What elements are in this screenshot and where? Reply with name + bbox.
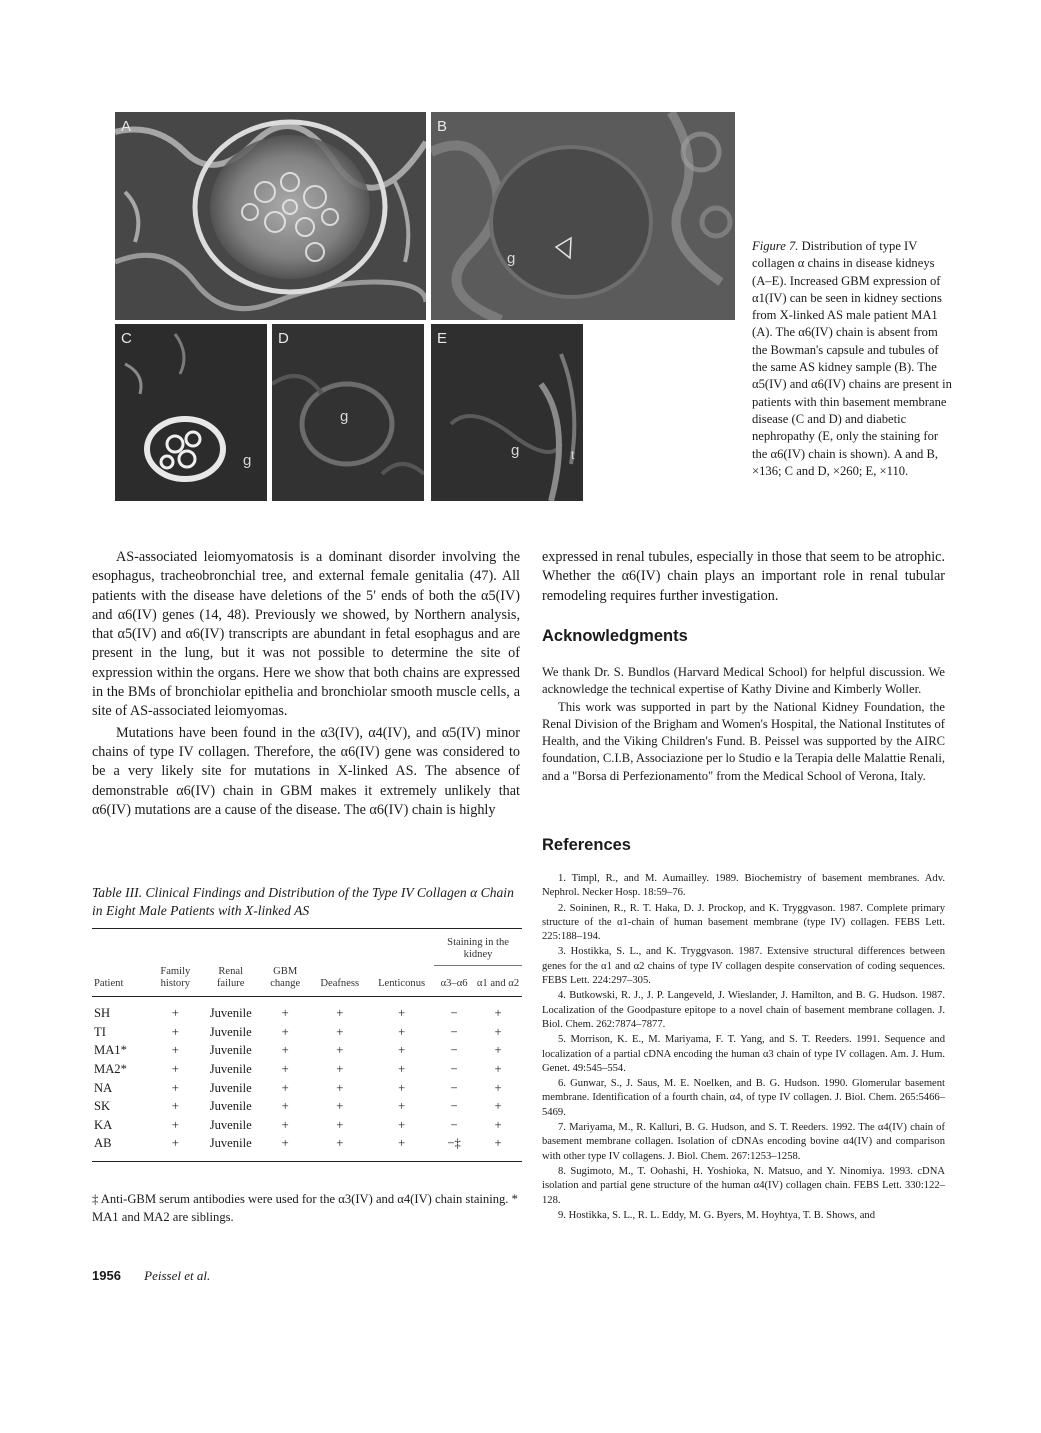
table-cell: +: [281, 1024, 289, 1039]
panel-a-micrograph: [115, 112, 426, 320]
table-cell: +: [281, 1062, 289, 1077]
table-cell: SH: [94, 1006, 111, 1021]
table-cell: +: [336, 1080, 344, 1095]
table-cell: +: [494, 1099, 502, 1114]
table-cell: AB: [94, 1136, 112, 1151]
reference-item: 5. Morrison, K. E., M. Mariyama, F. T. Yang, and S. T. Reeders. 1991. Sequence and localization of a partial cDNA encoding the human α3 chain of type IV collagen. Am. J. Hum. Genet. 49:545–554.: [542, 1034, 945, 1074]
page-number: 1956: [92, 1268, 121, 1283]
table-cell: +: [336, 1062, 344, 1077]
table-cell: +: [398, 1117, 406, 1132]
panel-label-b: B: [437, 118, 448, 135]
table-cell: +: [336, 1117, 344, 1132]
table-cell: +: [494, 1024, 502, 1039]
reference-item: 8. Sugimoto, M., T. Oohashi, H. Yoshioka, N. Matsuo, and Y. Ninomiya. 1993. cDNA isolation and partial gene structure of the human α4(IV) collagen chain. FEBS Lett. 330:122–128.: [542, 1165, 945, 1206]
table-cell: Juvenile: [209, 1043, 252, 1058]
body-paragraph-1: AS-associated leiomyomatosis is a dominant disorder involving the esophagus, tracheobronchial tree, and external female genitalia (47). All patients with the disease have deletions of the 5′ ends of both the α5(IV) and α6(IV) genes (14, 48). Previously we showed, by Northern analysis, that α5(IV) and α6(IV) transcripts are abundant in fetal esophagus and are present in the lung, but it was not possible to determine the site of expression within the organs. Here we show that both chains are expressed in the BMs of bronchiolar epithelia and bronchiolar smooth muscle cells, a site of AS-associated leiomyomas.: [92, 549, 520, 720]
references-heading: References: [542, 836, 631, 854]
glomerulus-marker-d: g: [340, 408, 349, 425]
table-cell: Juvenile: [209, 1080, 252, 1095]
table-cell: SK: [94, 1099, 111, 1114]
reference-item: 7. Mariyama, M., R. Kalluri, B. G. Hudson, and S. T. Reeders. 1992. The α4(IV) chain of basement membrane collagen. Isolation of cDNAs encoding bovine α4(IV) and comparison with other type IV collagens. J. Biol. Chem. 267:1253–1258.: [542, 1122, 945, 1162]
acknowledgments-paragraph-2: This work was supported in part by the National Kidney Foundation, the Renal Division of the Brigham and Women's Hospital, the National Institutes of Health, and the Viking Children's Fund. B. Peissel was supported by the AIRC foundation, C.I.B, Associazione per lo Studio e la Terapia delle Malattie Renali, and a "Borsa di Perfezionamento" from the Medical School of Verona, Italy.: [542, 699, 945, 783]
table-row: [92, 1060, 522, 1079]
table-cell: MA2*: [94, 1062, 127, 1077]
table-cell: +: [281, 1136, 289, 1151]
table-row: [92, 1079, 522, 1098]
panel-b-micrograph: [431, 112, 735, 320]
table-cell: +: [494, 1080, 502, 1095]
panel-label-c: C: [121, 330, 132, 347]
acknowledgments-paragraph-1: We thank Dr. S. Bundlos (Harvard Medical School) for helpful discussion. We acknowledge the technical expertise of Kathy Divine and Kimberly Woller.: [542, 665, 945, 697]
table-cell: +: [336, 1136, 344, 1151]
table-cell: +: [171, 1136, 179, 1151]
table-cell: +: [281, 1006, 289, 1021]
reference-item: 2. Soininen, R., R. T. Haka, D. J. Prockop, and K. Tryggvason. 1987. Complete primary structure of the α1-chain of human basement membrane (type IV) collagen. FEBS Lett. 225:188–194.: [542, 902, 945, 943]
body-paragraph-2: Mutations have been found in the α3(IV), α4(IV), and α5(IV) minor chains of type IV collagen. Therefore, the α6(IV) gene was considered to be a very likely site for mutations in X-linked AS. The absence of demonstrable α6(IV) chain in GBM makes it extremely unlikely that α6(IV) mutations are a cause of the disease. The α6(IV) chain is highly: [92, 724, 520, 818]
caption-text: Distribution of type IV collagen α chains in disease kidneys (A–E). Increased GBM expression of α1(IV) can be seen in kidney sections from X-linked AS male patient MA1 (A). The α6(IV) chain is absent from the Bowman's capsule and tubules of the same AS kidney sample (B). The α5(IV) and α6(IV) chains are present in patients with thin basement membrane disease (C and D) and diabetic nephropathy (E, only the staining for the α6(IV) chain is shown). A and B, ×136; C and D, ×260; E, ×110.: [752, 239, 952, 478]
clinical-findings-table: [92, 928, 522, 1162]
table-cell: +: [281, 1043, 289, 1058]
table-group-header-row: [92, 929, 522, 966]
table-cell: +: [398, 1062, 406, 1077]
table-footnote: ‡ Anti-GBM serum antibodies were used for the α3(IV) and α4(IV) chain staining. * MA1 and MA2 are siblings.: [92, 1192, 518, 1224]
table-cell: +: [171, 1024, 179, 1039]
tubule-marker-e: t: [571, 448, 575, 462]
table-cell: +: [336, 1006, 344, 1021]
table-cell: Juvenile: [209, 1006, 252, 1021]
table-cell: MA1*: [94, 1043, 127, 1058]
acknowledgments-heading: Acknowledgments: [542, 627, 688, 645]
table-cell: +: [494, 1043, 502, 1058]
table-cell: −: [450, 1080, 458, 1095]
panel-label-d: D: [278, 330, 289, 347]
caption-lead: Figure 7.: [752, 239, 799, 253]
table-cell: +: [281, 1080, 289, 1095]
table-row: [92, 1135, 522, 1162]
table-cell: −: [450, 1043, 458, 1058]
table-cell: +: [171, 1117, 179, 1132]
table-cell: Juvenile: [209, 1136, 252, 1151]
table-cell: +: [171, 1006, 179, 1021]
table-header-cell: Renal failure: [216, 965, 245, 989]
body-paragraph-continued: expressed in renal tubules, especially in those that seem to be atrophic. Whether the α6(IV) chain plays an important role in renal tubular remodeling requires further investigation.: [542, 549, 945, 604]
figure-caption: [752, 238, 952, 480]
panel-e-micrograph: [431, 324, 583, 501]
table-row: [92, 1042, 522, 1061]
glomerulus-image-a: [115, 112, 426, 320]
table-cell: KA: [94, 1117, 113, 1132]
reference-item: 1. Timpl, R., and M. Aumailley. 1989. Biochemistry of basement membranes. Adv. Nephrol. Necker Hosp. 18:59–76.: [542, 873, 945, 899]
table-header-cell: Family history: [160, 965, 191, 989]
table-cell: +: [336, 1099, 344, 1114]
table-cell: +: [398, 1024, 406, 1039]
table-cell: +: [171, 1062, 179, 1077]
panel-label-e: E: [437, 330, 448, 347]
table-cell: −: [450, 1099, 458, 1114]
table-cell: +: [171, 1080, 179, 1095]
running-authors: Peissel et al.: [144, 1268, 211, 1283]
table-row: [92, 1116, 522, 1135]
table-cell: +: [281, 1117, 289, 1132]
page-footer: [92, 1268, 210, 1284]
table-cell: +: [494, 1117, 502, 1132]
table-header-row: [92, 966, 522, 997]
table-row: [92, 996, 522, 1023]
glomerulus-marker-c: g: [243, 452, 252, 469]
table-cell: Juvenile: [209, 1099, 252, 1114]
glomerulus-marker-e: g: [511, 442, 520, 459]
table-cell: +: [398, 1136, 406, 1151]
table-header-cell: Patient: [94, 977, 124, 989]
panel-label-a: A: [121, 118, 132, 135]
table-row: [92, 1097, 522, 1116]
table-cell: +: [171, 1099, 179, 1114]
table-cell: TI: [94, 1024, 106, 1039]
table-cell: −: [450, 1062, 458, 1077]
table-cell: +: [398, 1080, 406, 1095]
reference-item: 9. Hostikka, S. L., R. L. Eddy, M. G. Byers, M. Hoyhtya, T. B. Shows, and: [558, 1209, 876, 1221]
table-cell: Juvenile: [209, 1117, 252, 1132]
table-header-cell: Deafness: [320, 977, 360, 989]
table-row: [92, 1023, 522, 1042]
glomerulus-image-b: [431, 112, 735, 320]
table-cell: +: [336, 1043, 344, 1058]
left-column-body: [92, 548, 520, 820]
table-cell: +: [494, 1006, 502, 1021]
table-header-cell: GBM change: [270, 965, 301, 989]
table-cell: −: [450, 1117, 458, 1132]
glomerulus-image-c: [115, 324, 267, 501]
table-cell: +: [398, 1043, 406, 1058]
table-title: Table III. Clinical Findings and Distribution of the Type IV Collagen α Chain in Eight Male Patients with X-linked AS: [92, 885, 514, 918]
panel-c-micrograph: [115, 324, 267, 501]
table-header-cell: α3–α6: [440, 977, 468, 989]
glomerulus-marker-b: g: [507, 250, 516, 267]
table-cell: +: [398, 1099, 406, 1114]
table-cell: −: [450, 1006, 458, 1021]
right-column-body: [542, 548, 945, 606]
table-cell: +: [494, 1136, 502, 1151]
table-cell: Juvenile: [209, 1024, 252, 1039]
table-group-header: Staining in the kidney: [434, 929, 522, 966]
acknowledgments-body: [542, 664, 945, 785]
table-cell: +: [336, 1024, 344, 1039]
table-cell: +: [171, 1043, 179, 1058]
table-cell: Juvenile: [209, 1062, 252, 1077]
glomerulus-image-e: [431, 324, 583, 501]
reference-item: 4. Butkowski, R. J., J. P. Langeveld, J. Wieslander, J. Hamilton, and B. G. Hudson. 1987. Localization of the Goodpasture epitope to a novel chain of basement membrane collagen. J. Biol. Chem. 262:7874–7877.: [542, 990, 945, 1030]
table-header-cell: α1 and α2: [476, 977, 520, 989]
table-cell: −‡: [447, 1136, 461, 1151]
table-cell: +: [398, 1006, 406, 1021]
panel-d-micrograph: [272, 324, 424, 501]
table-cell: +: [494, 1062, 502, 1077]
table-cell: −: [450, 1024, 458, 1039]
table-header-cell: Lenticonus: [378, 977, 426, 989]
reference-item: 3. Hostikka, S. L., and K. Tryggvason. 1987. Extensive structural differences between genes for the α1 and α2 chains of type IV collagen despite conservation of coding sequences. FEBS Lett. 224:297–305.: [542, 946, 945, 987]
references-list: [542, 872, 945, 1224]
table-cell: +: [281, 1099, 289, 1114]
reference-item: 6. Gunwar, S., J. Saus, M. E. Noelken, and B. G. Hudson. 1990. Glomerular basement membrane. Identification of a fourth chain, α4, of type IV collagen. J. Biol. Chem. 265:5466–5469.: [542, 1078, 945, 1118]
table-cell: NA: [94, 1080, 113, 1095]
